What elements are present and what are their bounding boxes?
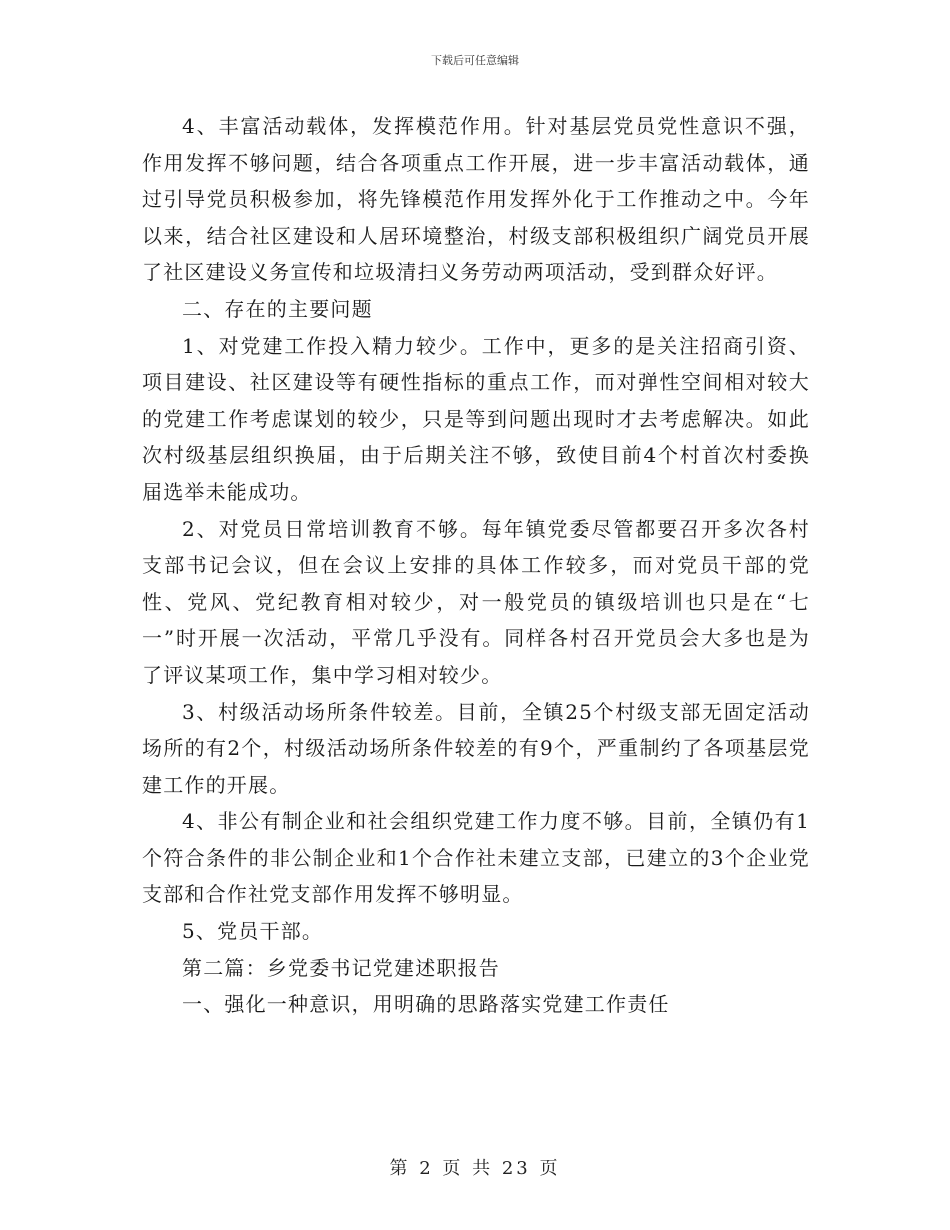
- page-footer: 第 2 页 共 23 页: [389, 1158, 561, 1179]
- section-heading-main-problems: 二、存在的主要问题: [182, 296, 373, 321]
- paragraph-problem-1: 1、对党建工作投入精力较少。工作中，更多的是关注招商引资、项目建设、社区建设等有硬性指标的重点工作，而对弹性空间相对较大的党建工作考虑谋划的较少，只是等到问题出现时才去考虑解决。如此次村级基层组织换届，由于后期关注不够，致使目前4个村首次村委换届选举未能成功。: [142, 333, 810, 504]
- paragraph-activity-carrier: 4、丰富活动载体，发挥模范作用。针对基层党员党性意识不强，作用发挥不够问题，结合各项重点工作开展，进一步丰富活动载体，通过引导党员积极参加，将先锋模范作用发挥外化于工作推动之中。今年以来，结合社区建设和人居环境整治，村级支部积极组织广阔党员开展了社区建设义务宣传和垃圾清扫义务劳动两项活动，受到群众好评。: [142, 114, 810, 285]
- paragraph-problem-2: 2、对党员日常培训教育不够。每年镇党委尽管都要召开多次各村支部书记会议，但在会议上安排的具体工作较多，而对党员干部的党性、党风、党纪教育相对较少，对一般党员的镇级培训也只是在“七一”时开展一次活动，平常几乎没有。同样各村召开党员会大多也是为了评议某项工作，集中学习相对较少。: [142, 516, 810, 687]
- chapter-title-part-two: 第二篇：乡党委书记党建述职报告: [182, 955, 500, 980]
- paragraph-problem-3: 3、村级活动场所条件较差。目前，全镇25个村级支部无固定活动场所的有2个，村级活动场所条件较差的有9个，严重制约了各项基层党建工作的开展。: [142, 699, 810, 797]
- page-header: 下载后可任意编辑: [431, 54, 519, 67]
- document-body: [142, 108, 810, 1023]
- section-heading-strengthen-awareness: 一、强化一种意识，用明确的思路落实党建工作责任: [182, 992, 670, 1017]
- paragraph-problem-5: 5、党员干部。: [182, 919, 324, 944]
- paragraph-problem-4: 4、非公有制企业和社会组织党建工作力度不够。目前，全镇仍有1个符合条件的非公制企业和1个合作社未建立支部，已建立的3个企业党支部和合作社党支部作用发挥不够明显。: [142, 809, 810, 907]
